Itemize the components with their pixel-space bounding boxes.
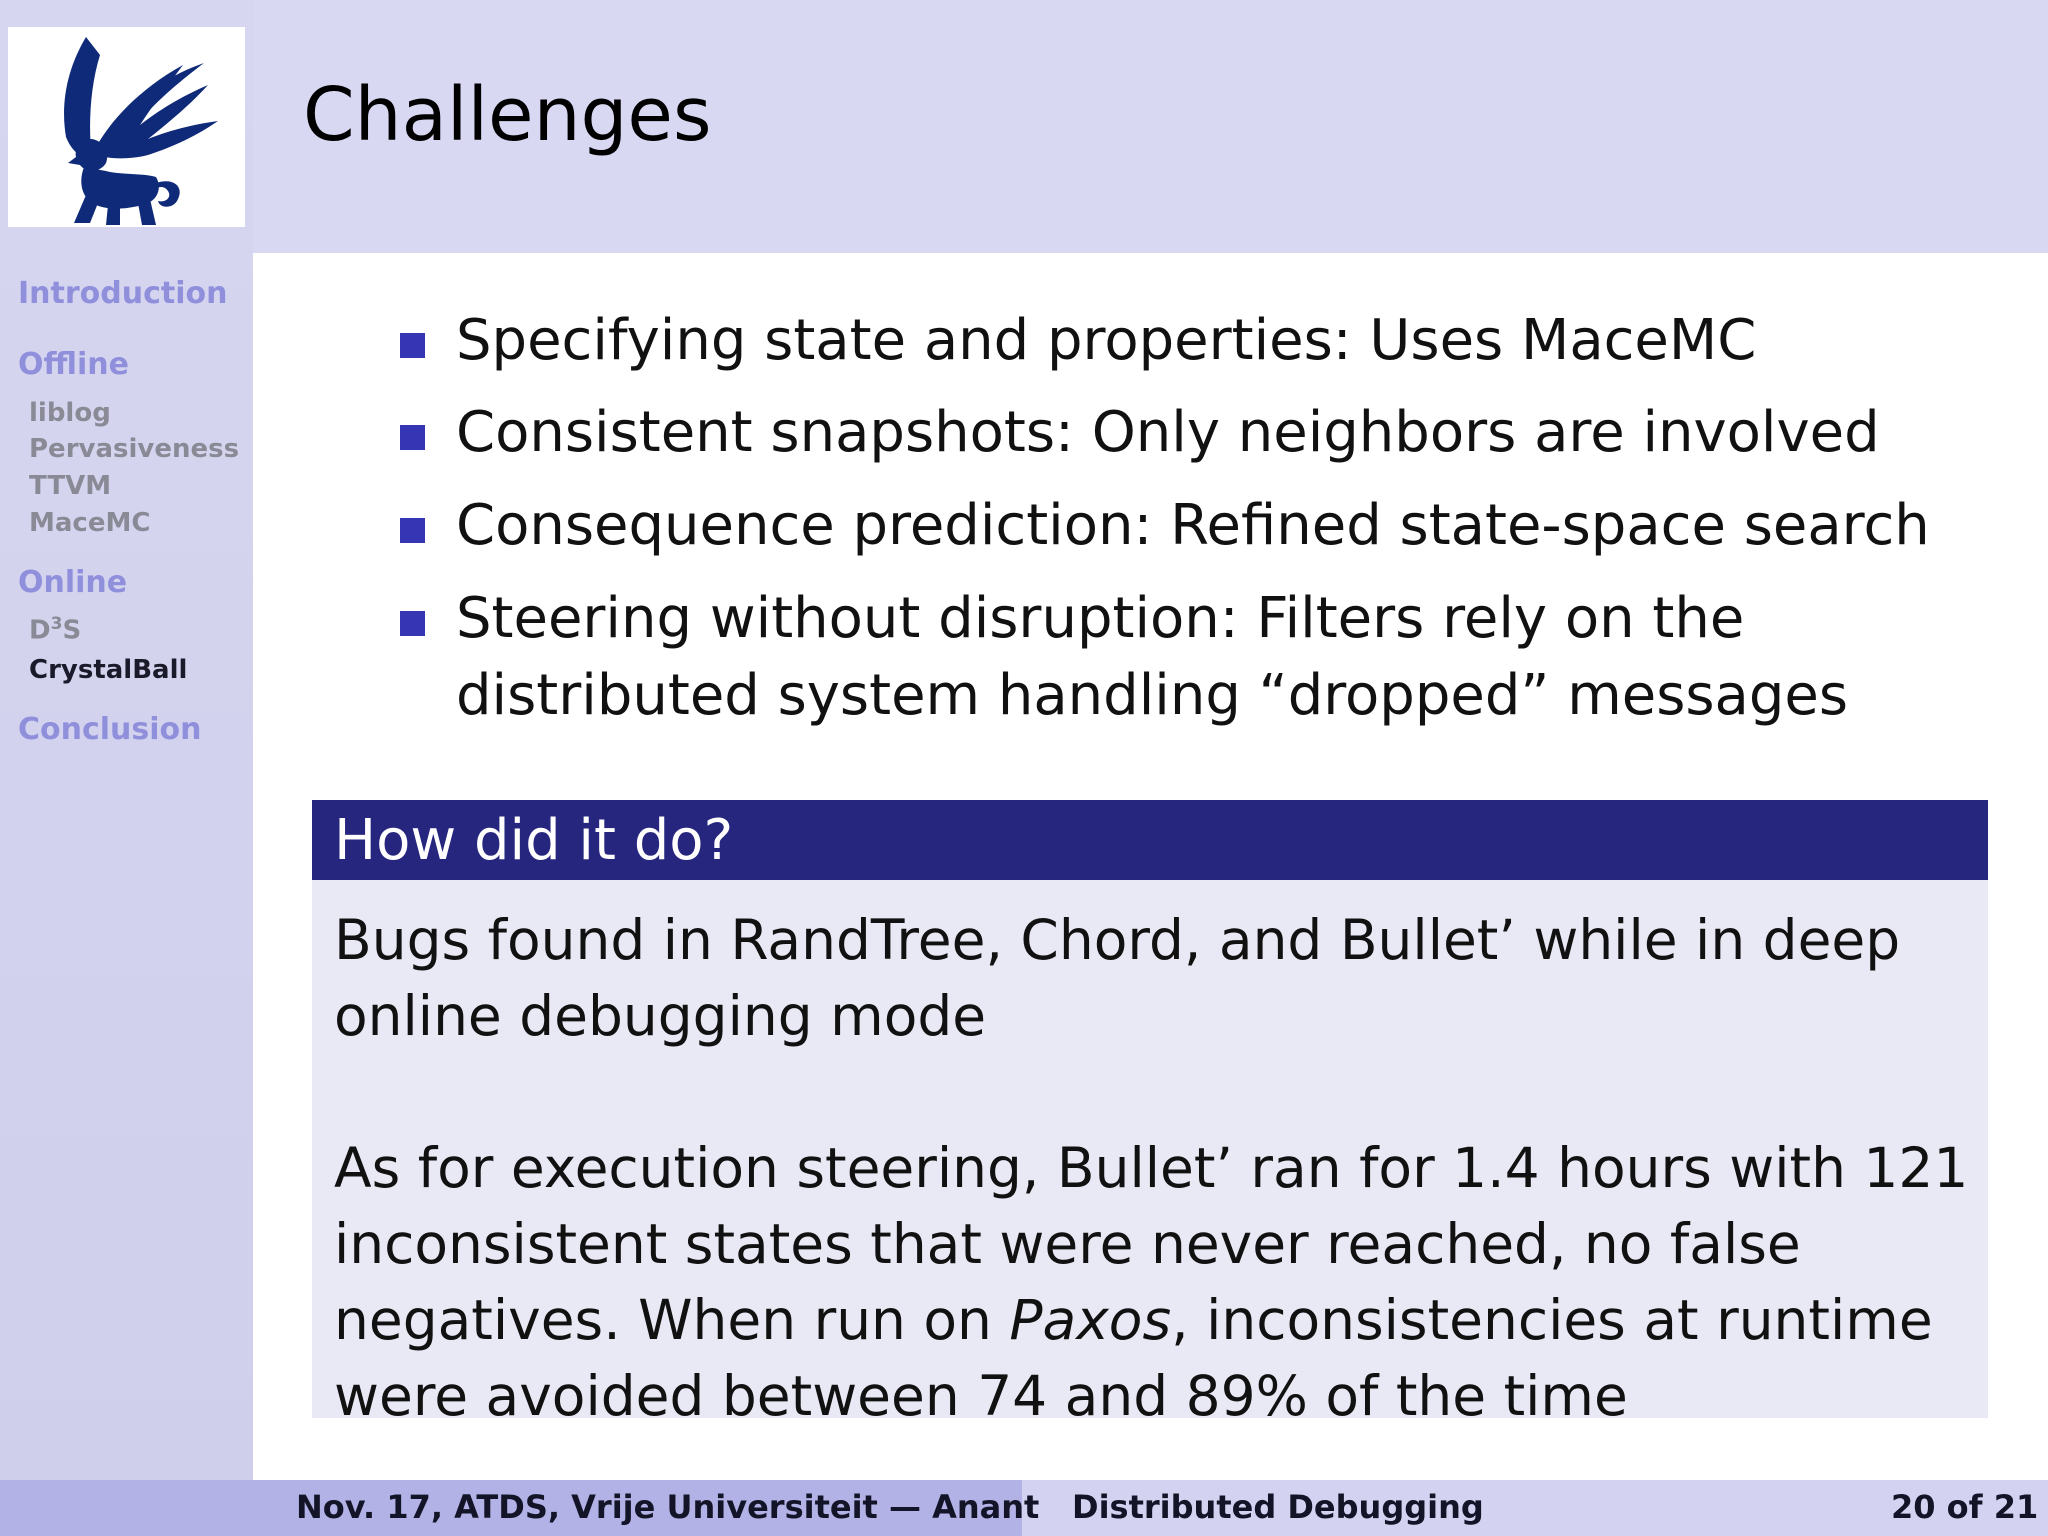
- nav-item-crystalball[interactable]: CrystalBall: [29, 655, 188, 685]
- nav-section-conclusion[interactable]: Conclusion: [18, 712, 202, 747]
- nav-section-offline[interactable]: Offline: [18, 347, 129, 382]
- footer-author: Nov. 17, ATDS, Vrije Universiteit — Anant: [296, 1488, 1040, 1526]
- bullet-item: Consistent snapshots: Only neighbors are involved: [456, 400, 1880, 465]
- nav-item-liblog[interactable]: liblog: [29, 398, 111, 428]
- bullet-marker: [400, 333, 425, 358]
- steering-text-part1: As for execution steering, Bullet’ ran for 1.4 hours with 121 inconsistent states that were never reached, no false negatives. When run on: [334, 1136, 1969, 1352]
- footer-page-number: 20 of 21: [1891, 1488, 2039, 1526]
- sidebar: [0, 0, 253, 1480]
- nav-item-d3s[interactable]: [29, 614, 81, 646]
- university-logo: [8, 27, 245, 227]
- block-paragraph-steering: [334, 1130, 1974, 1434]
- bullet-marker: [400, 518, 425, 543]
- nav-item-d3s-s: S: [62, 615, 82, 646]
- nav-item-ttvm[interactable]: TTVM: [29, 471, 112, 501]
- nav-section-online[interactable]: Online: [18, 565, 128, 600]
- nav-item-d3s-d: D: [29, 615, 51, 646]
- block-title-bar: [312, 800, 1988, 880]
- nav-item-macemc[interactable]: MaceMC: [29, 508, 151, 538]
- block-title: How did it do?: [334, 808, 734, 873]
- griffin-logo-icon: [8, 27, 245, 227]
- bullet-item: Consequence prediction: Refined state-space search: [456, 493, 1930, 558]
- block-paragraph-bugs: Bugs found in RandTree, Chord, and Bullet’ while in deep online debugging mode: [334, 908, 1901, 1048]
- bullet-marker: [400, 425, 425, 450]
- steering-text-part2: , inconsistencies at runtime were avoided between 74 and 89% of the time: [334, 1288, 1933, 1428]
- paxos-emphasis: Paxos: [1009, 1288, 1172, 1352]
- nav-item-d3s-sup: 3: [50, 614, 63, 634]
- block-body: [312, 880, 1988, 1428]
- bullet-marker: [400, 611, 425, 636]
- nav-item-pervasiveness[interactable]: Pervasiveness: [29, 434, 240, 464]
- nav-section-introduction[interactable]: Introduction: [18, 276, 228, 311]
- slide-title: Challenges: [303, 72, 712, 158]
- bullet-item: Steering without disruption: Filters rely on the distributed system handling “dropped” messages: [456, 586, 1849, 728]
- footer-presentation-title: Distributed Debugging: [1072, 1488, 1484, 1526]
- bullet-item: Specifying state and properties: Uses MaceMC: [456, 308, 1757, 373]
